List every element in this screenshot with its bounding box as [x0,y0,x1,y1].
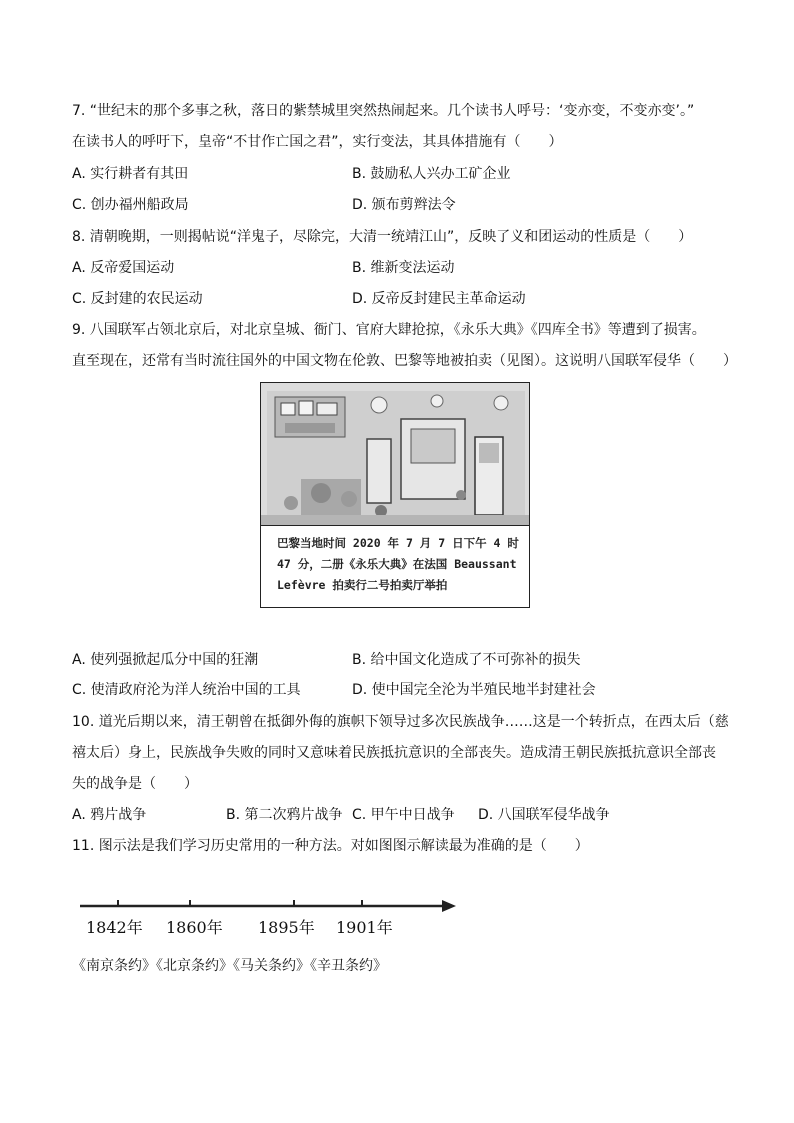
timeline-year-1901: 1901年 [336,918,393,937]
q9-stem-line1: 9. 八国联军占领北京后，对北京皇城、衙门、官府大肆抢掠，《永乐大典》《四库全书》等遭到了损害。 [72,322,706,338]
q8-stem-line1: 8. 清朝晚期，一则揭帖说“洋鬼子，尽除完，大清一统靖江山”，反映了义和团运动的性质是（ ） [72,229,693,245]
q8-option-a: A. 反帝爱国运动 [72,260,175,276]
q7-stem-line1: 7. “世纪末的那个多事之秋，落日的紫禁城里突然热闹起来。几个读书人呼号：‘变亦变，不变亦变’。” [72,103,695,119]
timeline-year-1860: 1860年 [166,918,223,937]
q11-stem-line1: 11. 图示法是我们学习历史常用的一种方法。对如图图示解读最为准确的是（ ） [72,838,589,854]
auction-photo [261,383,529,526]
caption-line-1: 巴黎当地时间 2020 年 7 月 7 日下午 4 时 [277,536,519,550]
q10-stem-line2: 禧太后）身上，民族战争失败的同时又意味着民族抵抗意识的全部丧失。造成清王朝民族抵抗意识全部丧 [72,745,716,761]
q8-option-b: B. 维新变法运动 [352,260,455,276]
timeline-year-1842: 1842年 [86,918,143,937]
q7-stem-line2: 在读书人的呼吁下，皇帝“不甘作亡国之君”，实行变法，其具体措施有（ ） [72,134,563,150]
auction-caption [277,533,521,596]
q9-option-a: A. 使列强掀起瓜分中国的狂潮 [72,652,259,668]
caption-line-2: 47 分，二册《永乐大典》在法国 Beaussant [277,557,517,571]
q10-option-d: D. 八国联军侵华战争 [478,807,610,823]
q7-option-c: C. 创办福州船政局 [72,197,189,213]
q10-option-c: C. 甲午中日战争 [352,807,455,823]
timeline [72,888,472,943]
q9-stem-line2: 直至现在，还常有当时流往国外的中国文物在伦敦、巴黎等地被拍卖（见图）。这说明八国联军侵华（ ） [72,353,737,369]
q10-stem-line1: 10. 道光后期以来，清王朝曾在抵御外侮的旗帜下领导过多次民族战争……这是一个转折点，在西太后（慈 [72,714,729,730]
auction-photo-illustration [261,383,529,525]
q9-option-b: B. 给中国文化造成了不可弥补的损失 [352,652,581,668]
q10-stem-line3: 失的战争是（ ） [72,776,198,792]
treaty-labels: 《南京条约》《北京条约》《马关条约》《辛丑条约》 [72,958,387,974]
auction-figure [260,382,530,608]
q7-option-b: B. 鼓励私人兴办工矿企业 [352,166,511,182]
q9-option-d: D. 使中国完全沦为半殖民地半封建社会 [352,682,596,698]
timeline-axis [72,888,472,918]
q8-option-c: C. 反封建的农民运动 [72,291,203,307]
q7-option-a: A. 实行耕者有其田 [72,166,189,182]
caption-line-3: Lefèvre 拍卖行二号拍卖厅举拍 [277,578,448,592]
q7-option-d: D. 颁布剪辫法令 [352,197,456,213]
timeline-arrow-icon [442,900,456,912]
q10-option-b: B. 第二次鸦片战争 [226,807,343,823]
q10-option-a: A. 鸦片战争 [72,807,147,823]
q8-option-d: D. 反帝反封建民主革命运动 [352,291,526,307]
q9-option-c: C. 使清政府沦为洋人统治中国的工具 [72,682,301,698]
timeline-year-1895: 1895年 [258,918,315,937]
